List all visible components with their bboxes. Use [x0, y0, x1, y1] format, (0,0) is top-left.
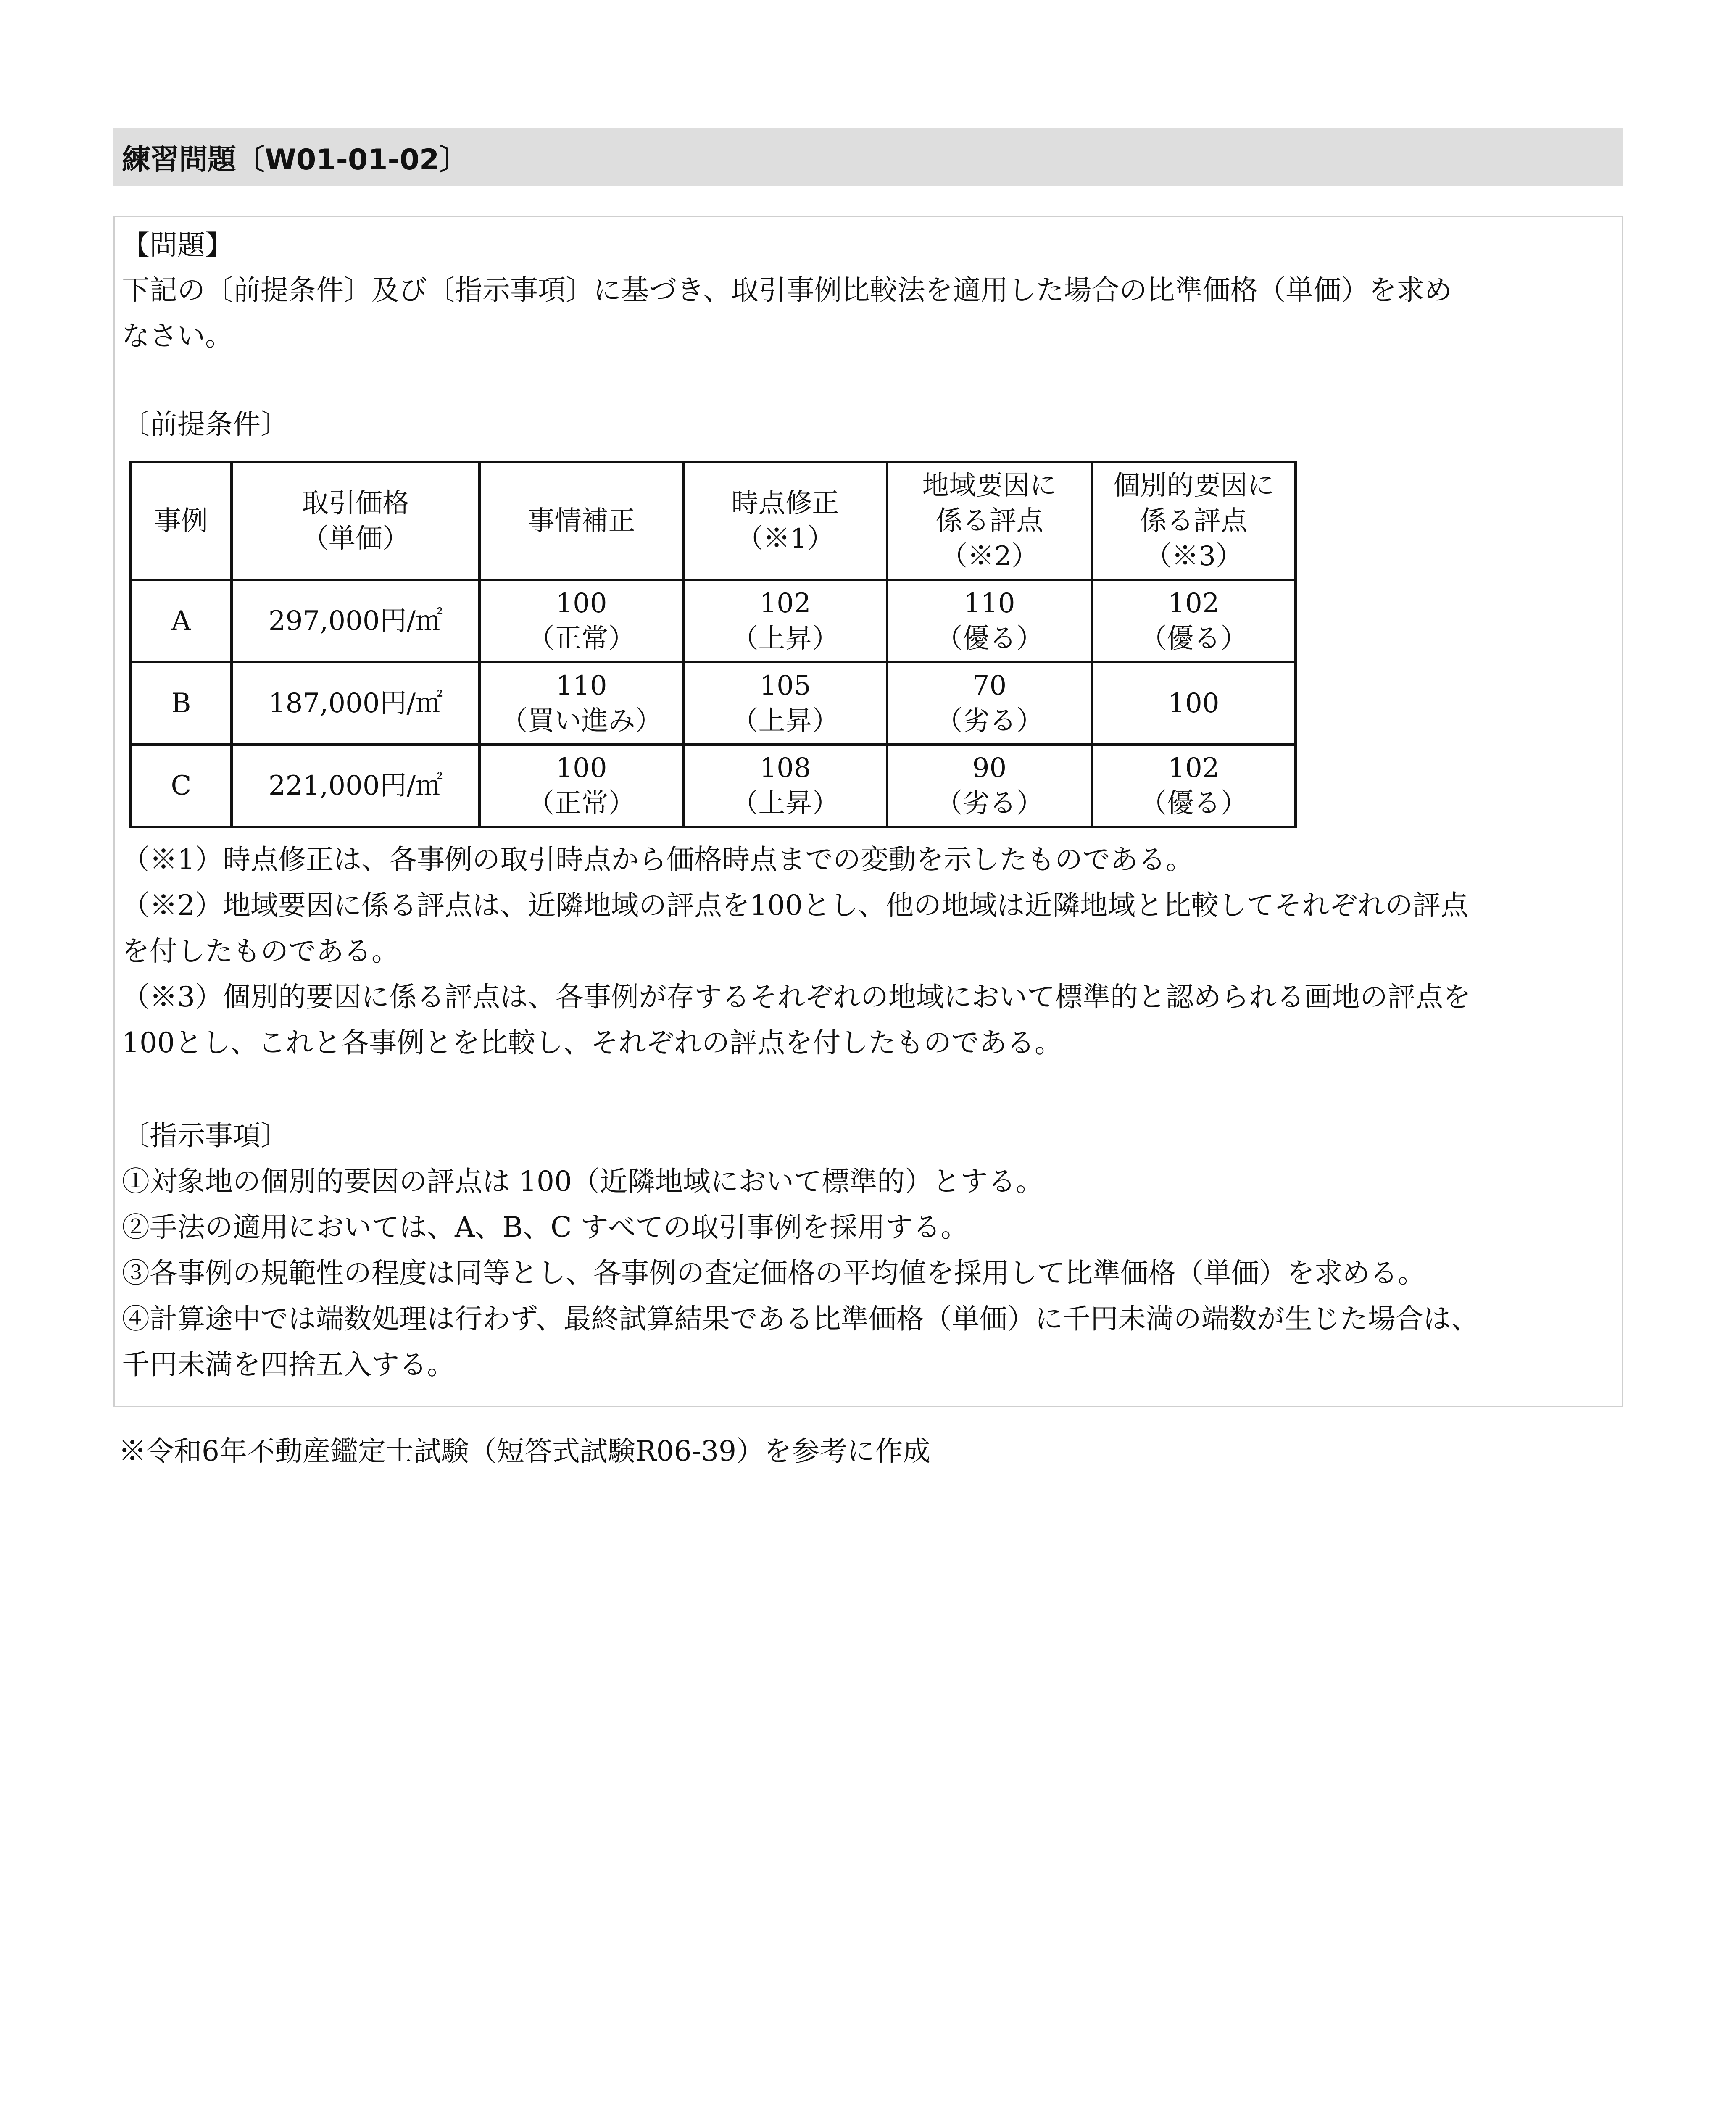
page-title: [113, 128, 1623, 186]
cell-case: B: [131, 662, 232, 745]
header-price: 取引価格 （単価）: [232, 462, 479, 580]
note-line: 100とし、これと各事例とを比較し、それぞれの評点を付したものである。: [122, 1027, 1062, 1059]
cell-circumstance: 100 （正常）: [479, 580, 683, 662]
premise-table: [129, 461, 1297, 828]
note-line: を付したものである。: [122, 935, 399, 967]
instruction-item: ②手法の適用においては、A、B、C すべての取引事例を採用する。: [122, 1211, 969, 1243]
cell-regional: 110 （優る）: [887, 580, 1092, 662]
cell-price: 297,000円/㎡: [232, 580, 479, 662]
cell-price: 187,000円/㎡: [232, 662, 479, 745]
cell-time: 102 （上昇）: [683, 580, 887, 662]
cell-regional: 90 （劣る）: [887, 745, 1092, 827]
note-line: （※3）個別的要因に係る評点は、各事例が存するそれぞれの地域において標準的と認められる画地の評点を: [122, 981, 1471, 1013]
cell-regional: 70 （劣る）: [887, 662, 1092, 745]
cell-time: 105 （上昇）: [683, 662, 887, 745]
table-header-row: [131, 462, 1296, 580]
table-row: [131, 580, 1296, 662]
problem-heading: 【問題】: [122, 229, 233, 261]
instruction-item: ④計算途中では端数処理は行わず、最終試算結果である比準価格（単価）に千円未満の端数が生じた場合は、: [122, 1303, 1479, 1335]
note-line: （※2）地域要因に係る評点は、近隣地域の評点を100とし、他の地域は近隣地域と比較してそれぞれの評点: [122, 889, 1468, 921]
note-line: （※1）時点修正は、各事例の取引時点から価格時点までの変動を示したものである。: [122, 843, 1193, 876]
instructions-heading: 〔指示事項〕: [122, 1119, 288, 1152]
header-regional-factor: 地域要因に 係る評点 （※2）: [887, 462, 1092, 580]
table-row: [131, 662, 1296, 745]
header-time-adjustment: 時点修正 （※1）: [683, 462, 887, 580]
instruction-item: 千円未満を四捨五入する。: [122, 1348, 455, 1381]
cell-individual: 102 （優る）: [1092, 745, 1296, 827]
table-row: [131, 745, 1296, 827]
header-case: 事例: [131, 462, 232, 580]
cell-case: C: [131, 745, 232, 827]
source-note: ※令和6年不動産鑑定士試験（短答式試験R06-39）を参考に作成: [119, 1435, 930, 1467]
cell-individual: 100: [1092, 662, 1296, 745]
header-circumstance: 事情補正: [479, 462, 683, 580]
cell-circumstance: 100 （正常）: [479, 745, 683, 827]
instruction-item: ①対象地の個別的要因の評点は 100（近隣地域において標準的）とする。: [122, 1165, 1043, 1198]
cell-price: 221,000円/㎡: [232, 745, 479, 827]
page-title-text: 練習問題〔W01-01-02〕: [122, 143, 468, 176]
problem-statement-line-2: なさい。: [122, 320, 233, 352]
cell-case: A: [131, 580, 232, 662]
header-individual-factor: 個別的要因に 係る評点 （※3）: [1092, 462, 1296, 580]
instruction-item: ③各事例の規範性の程度は同等とし、各事例の査定価格の平均値を採用して比準価格（単価）を求める。: [122, 1257, 1425, 1289]
cell-time: 108 （上昇）: [683, 745, 887, 827]
cell-individual: 102 （優る）: [1092, 580, 1296, 662]
problem-statement-line-1: 下記の〔前提条件〕及び〔指示事項〕に基づき、取引事例比較法を適用した場合の比準価格（単価）を求め: [122, 274, 1452, 306]
premise-heading: 〔前提条件〕: [122, 408, 288, 440]
cell-circumstance: 110 （買い進み）: [479, 662, 683, 745]
